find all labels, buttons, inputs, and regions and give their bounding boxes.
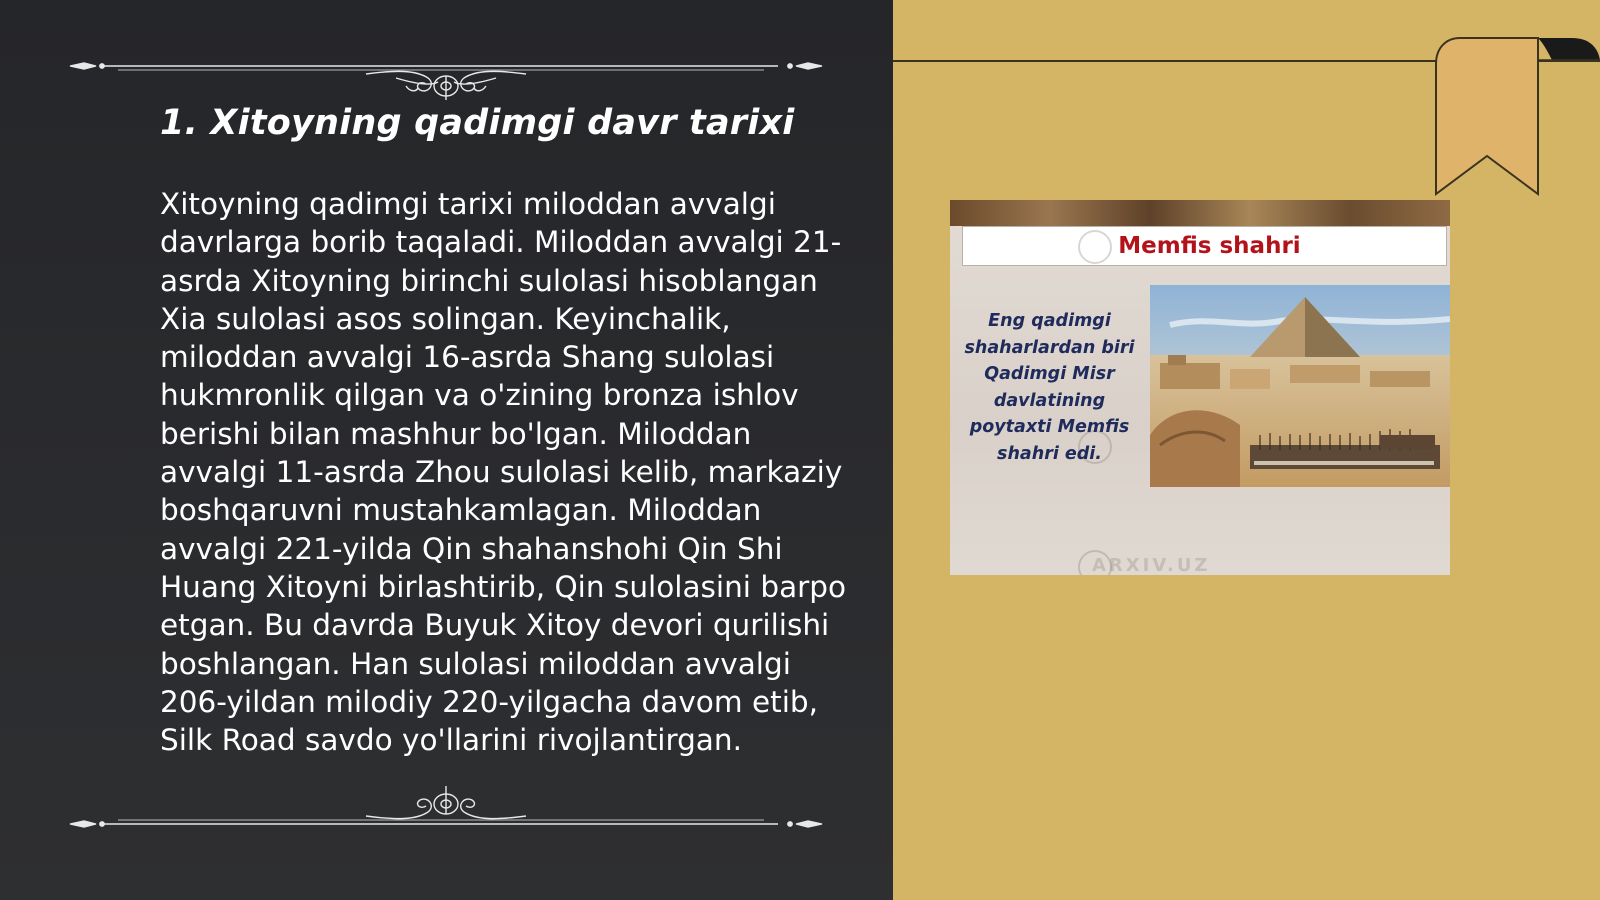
memfis-picture — [950, 200, 1450, 575]
slide-title: 1. Xitoyning qadimgi davr tarixi — [160, 103, 795, 143]
bookmark-ribbon-icon — [1432, 34, 1600, 200]
stone-texture-strip — [950, 200, 1450, 226]
picture-description: Eng qadimgi shaharlardan biri Qadimgi Misr davlatining poytaxti Memfis shahri edi. — [964, 311, 1135, 464]
picture-title: Memfis shahri — [1118, 233, 1301, 259]
watermark-circle — [1078, 230, 1112, 264]
picture-title-bar — [962, 226, 1447, 266]
pyramid-photo — [1150, 285, 1450, 487]
ornament-border-bottom-icon — [66, 778, 826, 838]
watermark-text: ARXIV.UZ — [1092, 555, 1211, 575]
slide-body-text: Xitoyning qadimgi tarixi miloddan avvalgi davrlarga borib taqaladi. Miloddan avvalgi 21-asrda Xitoyning birinchi sulolasi hisoblangan Xia sulolasi asos solingan. Keyinchalik, miloddan avvalgi 16-asrda Shang sulolasi hukmronlik qilgan va o'zining bronza ishlov berishi bilan mashhur bo'lgan. Miloddan avvalgi 11-asrda Zhou sulolasi kelib, markaziy boshqaruvni mustahkamlagan. Miloddan avvalgi 221-yilda Qin shahanshohi Qin Shi Huang Xitoyni birlashtirib, Qin sulolasini barpo etgan. Bu davrda Buyuk Xitoy devori qurilishi boshlangan. Han sulolasi miloddan avvalgi 206-yildan milodiy 220-yilgacha davom etib, Silk Road savdo yo'llarini rivojlantirgan. — [160, 187, 847, 758]
ornament-border-top-icon — [66, 40, 826, 100]
